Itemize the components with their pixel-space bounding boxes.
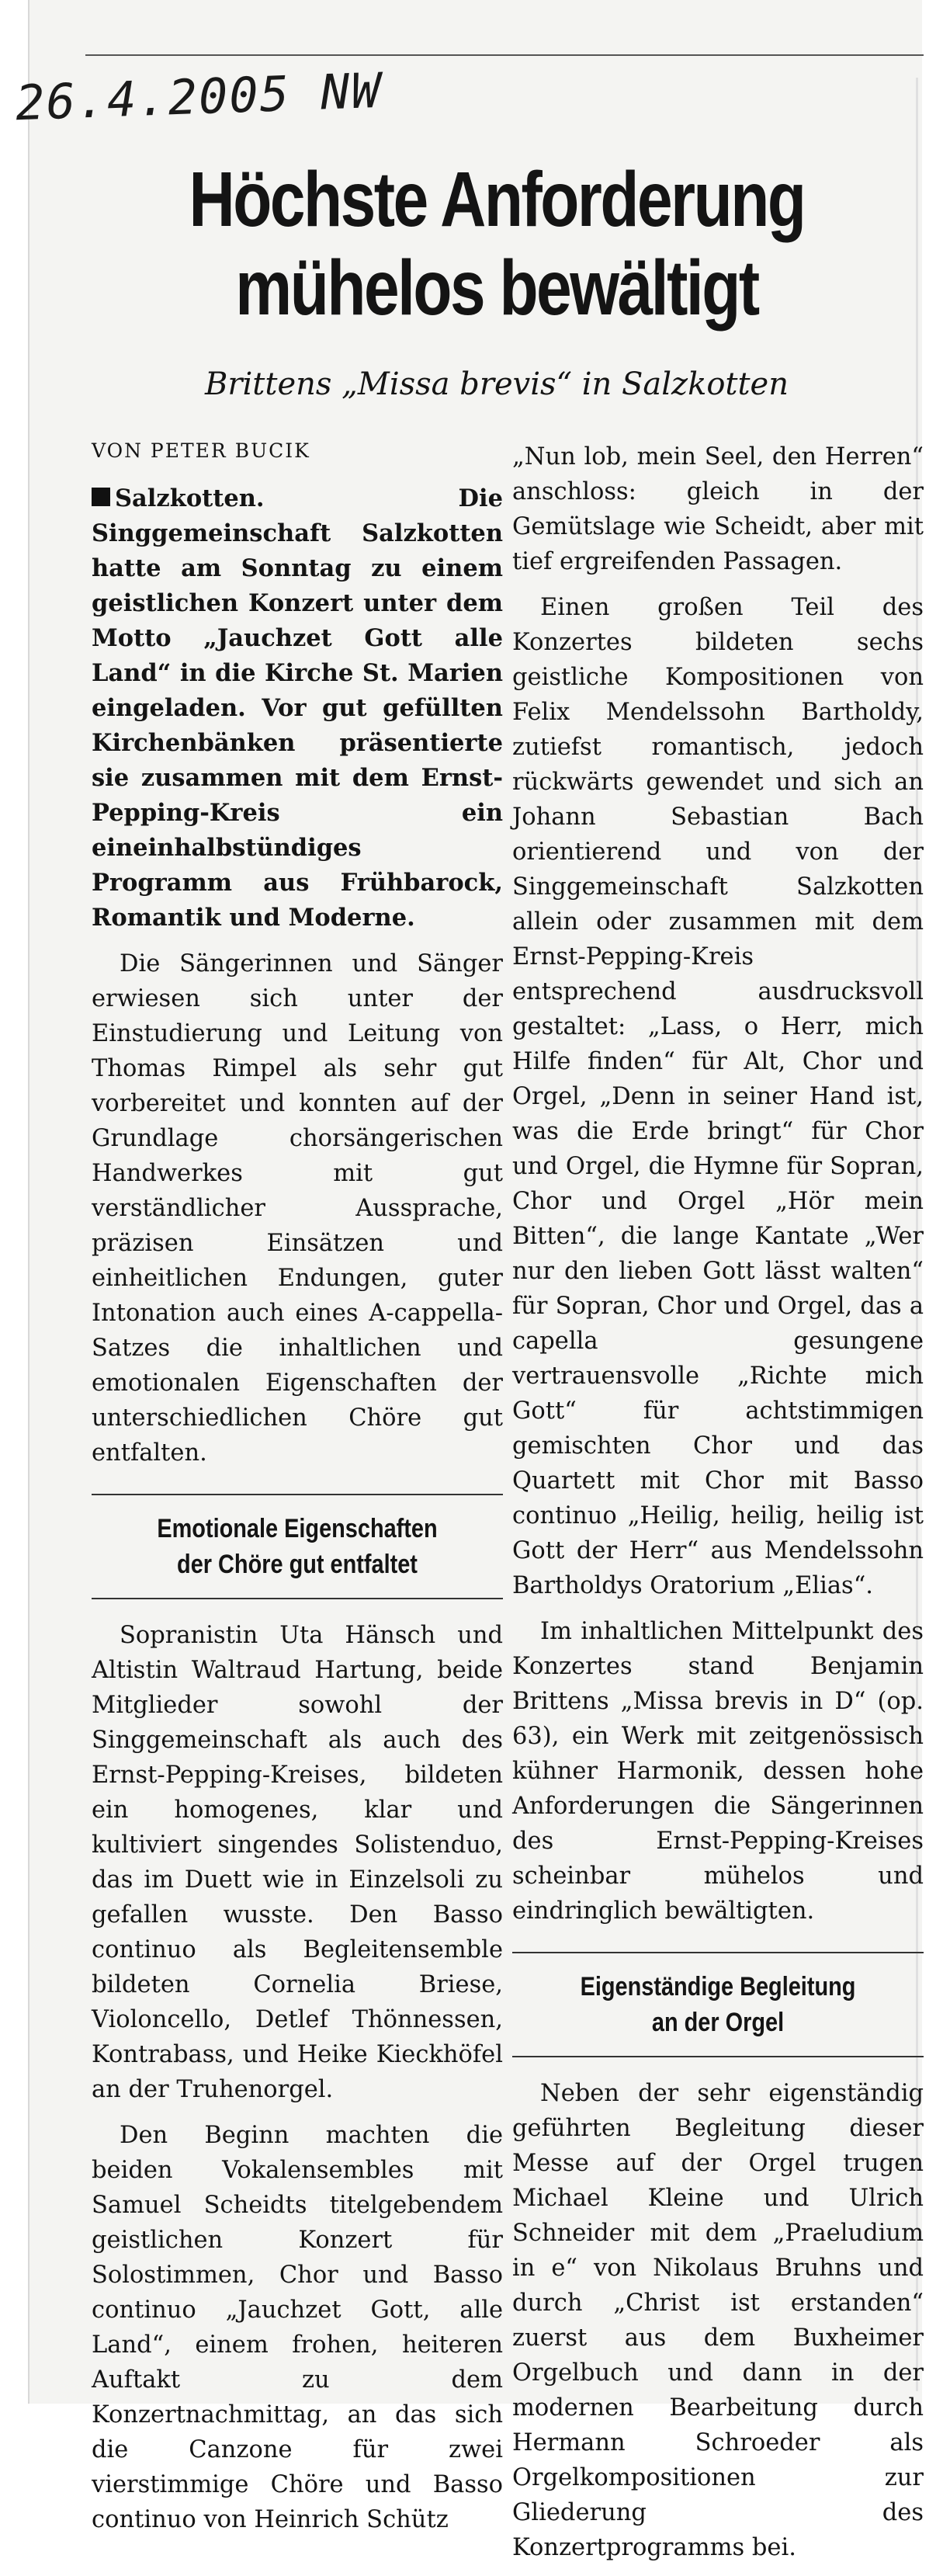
square-bullet-icon: [92, 488, 110, 506]
top-rule: [85, 54, 924, 56]
subheading-2: [512, 1952, 924, 2057]
subheading-1: [92, 1494, 503, 1599]
paragraph-2: Sopranistin Uta Hänsch und Altistin Waltraud Hartung, beide Mitglieder sowohl der Singgemeinschaft als auch des Ernst-Pepping-Kreises, bildeten ein homogenes, klar und kultiviert singendes Solistenduo, das im Duett wie in Einzelsoli zu gefallen wusste. Den Basso continuo als Begleitensemble bildeten Cornelia Briese, Violoncello, Detlef Thönnessen, Kontrabass, und Heike Kieckhöfel an der Truhenorgel.: [92, 1622, 503, 2103]
paragraph-5: Im inhaltlichen Mittelpunkt des Konzertes stand Benjamin Brittens „Missa brevis in D“ (op. 63), ein Werk mit zeitgenössisch kühner Harmonik, dessen hohe Anforderungen die Sängerinnen des Ernst-Pepping-Kreises scheinbar mühelos und eindringlich bewältigten.: [512, 1618, 924, 1925]
column-right: [512, 439, 924, 2576]
lead-text: Salzkotten. Die Singgemeinschaft Salzkotten hatte am Sonntag zu einem geistlichen Konzert unter dem Motto „Jauchzet Gott alle Land“ in die Kirche St. Marien eingeladen. Vor gut gefüllten Kirchenbänken präsentierte sie zusammen mit dem Ernst-Pepping-Kreis ein eineinhalbstündiges Programm aus Frühbarock, Romantik und Moderne.: [92, 484, 503, 932]
paragraph-1: Die Sängerinnen und Sänger erwiesen sich unter der Einstudierung und Leitung von Thomas Rimpel als sehr gut vorbereitet und konnten auf der Grundlage chorsängerischen Handwerkes mit gut verständlicher Aussprache, präzisen Einsätzen und einheitlichen Endungen, guter Intonation auch eines A-cappella-Satzes die inhaltlichen und emotionalen Eigenschaften der unterschiedlichen Chöre gut entfalten.: [92, 950, 503, 1467]
headline-line-1: Höchste Anforderung: [189, 156, 805, 243]
handwritten-date-note: 26.4.2005 NW: [14, 61, 383, 132]
lead-paragraph: [92, 481, 503, 936]
headline: [159, 155, 834, 332]
paragraph-3-continued: „Nun lob, mein Seel, den Herren“ anschloss: gleich in der Gemütslage wie Scheidt, aber mit tief ergreifenden Passagen.: [512, 443, 924, 575]
column-left: [92, 481, 503, 2548]
subheading-2-line-1: Eigenständige Begleitung: [580, 1972, 856, 2001]
headline-line-2: mühelos bewältigt: [235, 245, 758, 332]
subheadline: Brittens „Missa brevis“ in Salzkotten: [205, 366, 789, 402]
paragraph-6: Neben der sehr eigenständig geführten Begleitung dieser Messe auf der Orgel trugen Michael Kleine und Ulrich Schneider mit dem „Praeludium in e“ von Nikolaus Bruhns und durch „Christ ist erstanden“ zuerst aus dem Buxheimer Orgelbuch und dann in der modernen Bearbeitung durch Hermann Schroeder als Orgelkompositionen zur Gliederung des Konzertprogramms bei.: [512, 2080, 924, 2561]
subheading-1-line-2: der Chöre gut entfaltet: [177, 1550, 418, 1579]
subheading-1-line-1: Emotionale Eigenschaften: [157, 1514, 438, 1543]
paragraph-3: Den Beginn machten die beiden Vokalensembles mit Samuel Scheidts titelgebendem geistlichen Konzert für Solostimmen, Chor und Basso continuo „Jauchzet Gott, alle Land“, einem frohen, heiteren Auftakt zu dem Konzertnachmittag, an das sich die Canzone für zwei vierstimmige Chöre und Basso continuo von Heinrich Schütz: [92, 2122, 503, 2533]
paragraph-4: Einen großen Teil des Konzertes bildeten sechs geistliche Kompositionen von Felix Mendelssohn Bartholdy, zutiefst romantisch, jedoch rückwärts gewendet und sich an Johann Sebastian Bach orientierend und von der Singgemeinschaft Salzkotten allein oder zusammen mit dem Ernst-Pepping-Kreis entsprechend ausdrucksvoll gestaltet: „Lass, o Herr, mich Hilfe finden“ für Alt, Chor und Orgel, „Denn in seiner Hand ist, was die Erde bringt“ für Chor und Orgel, die Hymne für Sopran, Chor und Orgel „Hör mein Bitten“, die lange Kantate „Wer nur den lieben Gott lässt walten“ für Sopran, Chor und Orgel, das a capella gesungene vertrauensvolle „Richte mich Gott“ für achtstimmigen gemischten Chor und das Quartett mit Chor mit Basso continuo „Heilig, heilig, heilig ist Gott der Herr“ aus Mendelssohn Bartholdys Oratorium „Elias“.: [512, 594, 924, 1599]
byline: VON PETER BUCIK: [92, 439, 310, 462]
subheading-2-line-2: an der Orgel: [651, 2008, 785, 2037]
